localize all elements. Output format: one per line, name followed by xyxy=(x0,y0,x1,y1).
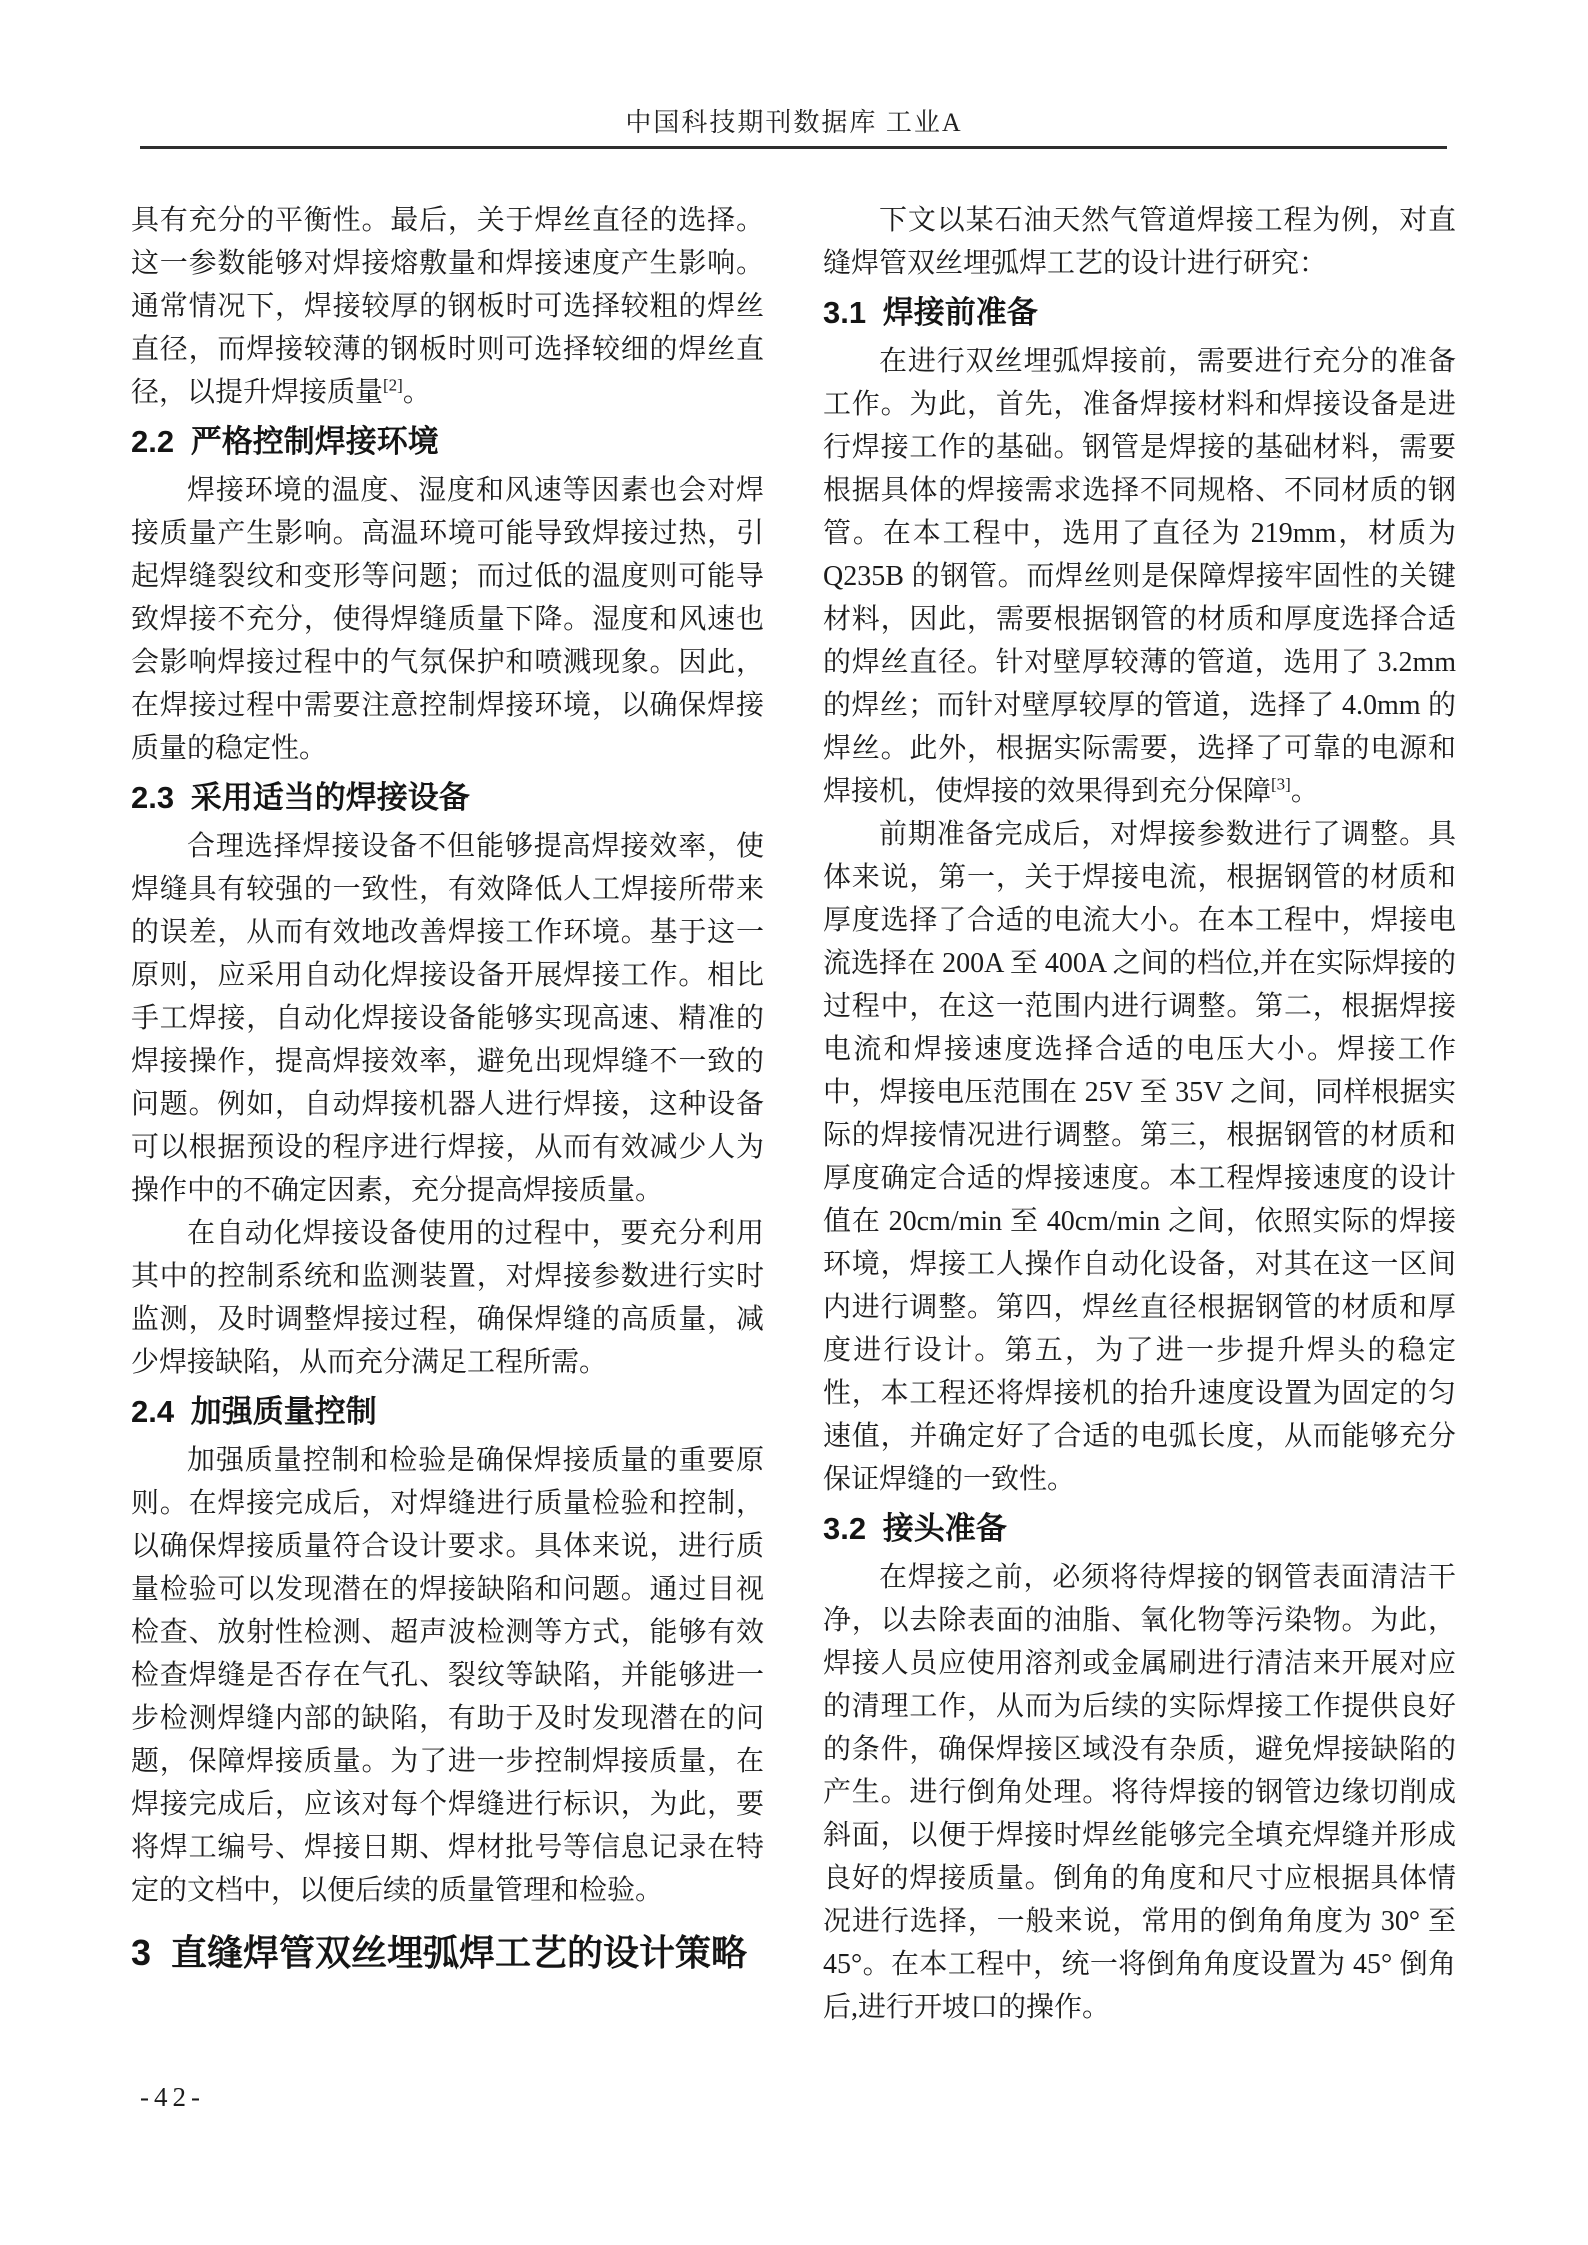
paragraph-joint-cleaning-chamfer: 在焊接之前，必须将待焊接的钢管表面清洁干净，以去除表面的油脂、氧化物等污染物。为此，焊接人员应使用溶剂或金属刷进行清洁来开展对应的清理工作，从而为后续的实际焊接工作提供良好的条件，确保焊接区域没有杂质，避免焊接缺陷的产生。进行倒角处理。将待焊接的钢管边缘切削成斜面，以便于焊接时焊丝能够完全填充焊缝并形成良好的焊接质量。倒角的角度和尺寸应根据具体情况进行选择，一般来说，常用的倒角角度为 30° 至 45°。在本工程中，统一将倒角角度设置为 45° 倒角后,进行开坡口的操作。 xyxy=(823,1562,1456,2023)
page-number: -42- xyxy=(140,2082,205,2112)
heading-2-4-quality-control: 2.4 加强质量控制 xyxy=(131,1394,377,1429)
left-column xyxy=(131,199,764,2029)
paragraph-quality-control: 加强质量控制和检验是确保焊接质量的重要原则。在焊接完成后，对焊缝进行质量检验和控制，以确保焊接质量符合设计要求。具体来说，进行质量检验可以发现潜在的焊接缺陷和问题。通过目视检查、放射性检测、超声波检测等方式，能够有效检查焊缝是否存在气孔、裂纹等缺陷，并能够进一步检测焊缝内部的缺陷，有助于及时发现潜在的问题，保障焊接质量。为了进一步控制焊接质量，在焊接完成后，应该对每个焊缝进行标识，为此，要将焊工编号、焊接日期、焊材批号等信息记录在特定的文档中，以便后续的质量管理和检验。 xyxy=(131,1445,764,1906)
header-divider xyxy=(140,146,1447,149)
right-column xyxy=(823,199,1456,2029)
paragraph-wire-diameter-selection xyxy=(131,199,764,414)
heading-3-design-strategy: 3 直缝焊管双丝埋弧焊工艺的设计策略 xyxy=(131,1932,748,1973)
paragraph-text-tail: 。 xyxy=(402,377,431,408)
content-columns xyxy=(131,199,1456,2029)
paragraph-welding-environment: 焊接环境的温度、湿度和风速等因素也会对焊接质量产生影响。高温环境可能导致焊接过热，引起焊缝裂纹和变形等问题；而过低的温度则可能导致焊接不充分，使得焊缝质量下降。湿度和风速也会影响焊接过程中的气氛保护和喷溅现象。因此，在焊接过程中需要注意控制焊接环境，以确保焊接质量的稳定性。 xyxy=(131,475,764,764)
heading-3-2-joint-preparation: 3.2 接头准备 xyxy=(823,1511,1007,1546)
citation-marker-2: [2] xyxy=(383,375,403,395)
paragraph-equipment-selection: 合理选择焊接设备不但能够提高焊接效率，使焊缝具有较强的一致性，有效降低人工焊接所带来的误差，从而有效地改善焊接工作环境。基于这一原则，应采用自动化焊接设备开展焊接工作。相比手工焊接，自动化焊接设备能够实现高速、精准的焊接操作，提高焊接效率，避免出现焊缝不一致的问题。例如，自动焊接机器人进行焊接，这种设备可以根据预设的程序进行焊接，从而有效减少人为操作中的不确定因素，充分提高焊接质量。 xyxy=(131,831,764,1206)
paragraph-case-study-intro: 下文以某石油天然气管道焊接工程为例，对直缝焊管双丝埋弧焊工艺的设计进行研究： xyxy=(823,205,1456,279)
heading-2-3-welding-equipment: 2.3 采用适当的焊接设备 xyxy=(131,780,470,815)
paragraph-text: 在进行双丝埋弧焊接前，需要进行充分的准备工作。为此，首先，准备焊接材料和焊接设备是进行焊接工作的基础。钢管是焊接的基础材料，需要根据具体的焊接需求选择不同规格、不同材质的钢管。在本工程中，选用了直径为 219mm，材质为 Q235B 的钢管。而焊丝则是保障焊接牢固性的关键材料，因此，需要根据钢管的材质和厚度选择合适的焊丝直径。针对壁厚较薄的管道，选用了 3.2mm 的焊丝；而针对壁厚较厚的管道，选择了 4.0mm 的焊丝。此外，根据实际需要，选择了可靠的电源和焊接机，使焊接的效果得到充分保障 xyxy=(823,346,1456,807)
journal-header-title: 中国科技期刊数据库 工业A xyxy=(625,108,963,137)
citation-marker-3: [3] xyxy=(1271,774,1291,794)
paragraph-text: 具有充分的平衡性。最后，关于焊丝直径的选择。这一参数能够对焊接熔敷量和焊接速度产生影响。通常情况下，焊接较厚的钢板时可选择较粗的焊丝直径，而焊接较薄的钢板时则可选择较细的焊丝直径，以提升焊接质量 xyxy=(131,205,764,408)
paragraph-text-tail: 。 xyxy=(1290,776,1319,807)
paragraph-equipment-monitoring: 在自动化焊接设备使用的过程中，要充分利用其中的控制系统和监测装置，对焊接参数进行实时监测，及时调整焊接过程，确保焊缝的高质量，减少焊接缺陷，从而充分满足工程所需。 xyxy=(131,1218,764,1378)
heading-2-2-welding-environment: 2.2 严格控制焊接环境 xyxy=(131,424,439,459)
paragraph-parameter-adjustment: 前期准备完成后，对焊接参数进行了调整。具体来说，第一，关于焊接电流，根据钢管的材质和厚度选择了合适的电流大小。在本工程中，焊接电流选择在 200A 至 400A 之间的档位,并在实际焊接的过程中，在这一范围内进行调整。第二，根据焊接电流和焊接速度选择合适的电压大小。焊接工作中，焊接电压范围在 25V 至 35V 之间，同样根据实际的焊接情况进行调整。第三，根据钢管的材质和厚度确定合适的焊接速度。本工程焊接速度的设计值在 20cm/min 至 40cm/min 之间，依照实际的焊接环境，焊接工人操作自动化设备，对其在这一区间内进行调整。第四，焊丝直径根据钢管的材质和厚度进行设计。第五，为了进一步提升焊头的稳定性，本工程还将焊接机的抬升速度设置为固定的匀速值，并确定好了合适的电弧长度，从而能够充分保证焊缝的一致性。 xyxy=(823,819,1456,1495)
heading-3-1-pre-weld-preparation: 3.1 焊接前准备 xyxy=(823,295,1038,330)
paragraph-material-preparation xyxy=(823,340,1456,813)
